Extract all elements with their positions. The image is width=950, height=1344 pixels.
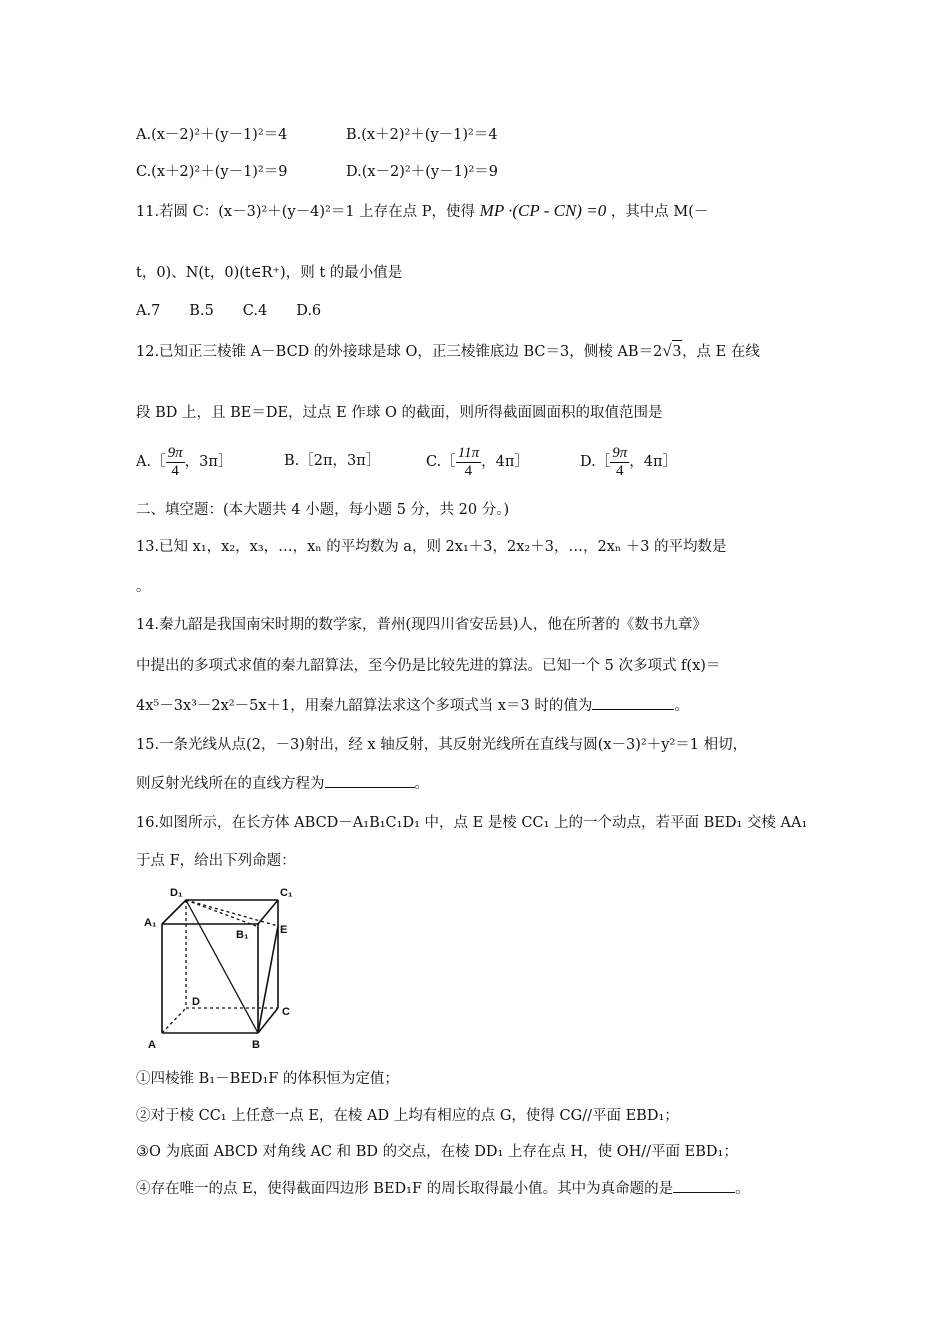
answer-blank[interactable] bbox=[325, 773, 415, 788]
section-heading: 二、填空题：(本大题共 4 小题，每小题 5 分，共 20 分。) bbox=[136, 502, 510, 518]
label-a: A bbox=[148, 1039, 156, 1051]
label-d1: D₁ bbox=[170, 887, 183, 899]
fraction-numerator: 9π bbox=[612, 444, 628, 461]
fraction bbox=[610, 445, 629, 480]
q12-option-b: B.［2π，3π］ bbox=[284, 453, 381, 469]
q12-line1 bbox=[136, 340, 760, 363]
q16-text-post: 。 bbox=[735, 1181, 750, 1197]
q11-text-post: ，其中点 M(－ bbox=[610, 204, 709, 220]
q12-text-post: ，点 E 在线 bbox=[682, 344, 760, 360]
q16-text-pre: ④存在唯一的点 E，使得截面四边形 BED₁F 的周长取得最小值。其中为真命题的是 bbox=[136, 1181, 674, 1197]
q12-line2: 段 BD 上，且 BE＝DE，过点 E 作球 O 的截面，则所得截面圆面积的取值范围是 bbox=[136, 405, 663, 421]
q11-line2: t，0)、N(t，0)(t∈R⁺)，则 t 的最小值是 bbox=[136, 265, 403, 281]
q10-option-d: D.(x－2)²＋(y－1)²＝9 bbox=[346, 164, 499, 180]
hidden-segment-d1-e bbox=[186, 900, 278, 926]
q16-line1: 16.如图所示，在长方体 ABCD－A₁B₁C₁D₁ 中，点 E 是棱 CC₁ 上的一个动点，若平面 BED₁ 交棱 AA₁ bbox=[136, 815, 808, 831]
hidden-segment-d1-b1 bbox=[186, 900, 256, 926]
q13-line2: 。 bbox=[136, 579, 151, 595]
hidden-edge-a-d bbox=[162, 1008, 186, 1033]
segment-d1-b bbox=[186, 900, 258, 1033]
fraction bbox=[456, 445, 481, 480]
edge-a1-d1 bbox=[162, 900, 186, 924]
answer-blank[interactable] bbox=[592, 695, 674, 710]
q12-option-a bbox=[136, 440, 232, 484]
q14-text-post: 。 bbox=[674, 698, 689, 714]
q14-line3 bbox=[136, 695, 689, 717]
q16-proposition-1: ①四棱锥 B₁－BED₁F 的体积恒为定值； bbox=[136, 1071, 399, 1087]
label-d: D bbox=[192, 996, 200, 1008]
q12-option-a-prefix: A.［ bbox=[136, 454, 166, 470]
q12-option-d bbox=[580, 440, 677, 484]
q11-options: A.7 B.5 C.4 D.6 bbox=[136, 303, 322, 319]
sqrt-radicand: 3 bbox=[672, 341, 682, 360]
q12-option-a-suffix: ，3π］ bbox=[184, 454, 233, 470]
q16-proposition-3: ③O 为底面 ABCD 对角线 AC 和 BD 的交点，在棱 DD₁ 上存在点 H，使 OH//平面 EBD₁； bbox=[136, 1144, 738, 1160]
label-b1: B₁ bbox=[236, 929, 249, 941]
label-a1: A₁ bbox=[144, 917, 157, 929]
q16-proposition-2: ②对于棱 CC₁ 上任意一点 E，在棱 AD 上均有相应的点 G，使得 CG//平面 EBD₁； bbox=[136, 1108, 679, 1124]
sqrt-symbol: √3 bbox=[662, 341, 682, 360]
q15-line1: 15.一条光线从点(2，－3)射出，经 x 轴反射，其反射光线所在直线与圆(x－3)²＋y²＝1 相切， bbox=[136, 737, 748, 753]
q12-option-d-suffix: ，4π］ bbox=[629, 454, 677, 470]
fraction-denominator: 4 bbox=[464, 462, 473, 479]
q16-line2: 于点 F，给出下列命题： bbox=[136, 853, 296, 869]
q15-text-post: 。 bbox=[414, 776, 429, 792]
q12-option-c-prefix: C.［ bbox=[426, 454, 456, 470]
label-e: E bbox=[280, 924, 288, 936]
q10-option-a: A.(x－2)²＋(y－1)²＝4 bbox=[136, 127, 288, 143]
q10-option-b: B.(x＋2)²＋(y－1)²＝4 bbox=[346, 127, 498, 143]
q15-line2 bbox=[136, 773, 429, 795]
label-c: C bbox=[282, 1006, 290, 1018]
fraction bbox=[166, 445, 185, 480]
label-b: B bbox=[252, 1039, 260, 1051]
q12-option-c bbox=[426, 440, 529, 484]
q12-option-d-prefix: D.［ bbox=[580, 454, 611, 470]
q14-text-pre: 4x⁵－3x³－2x²－5x＋1，用秦九韶算法求这个多项式当 x＝3 时的值为 bbox=[136, 698, 593, 714]
answer-blank[interactable] bbox=[673, 1178, 735, 1193]
fraction-numerator: 9π bbox=[167, 444, 183, 461]
q14-line2: 中提出的多项式求值的秦九韶算法，至今仍是比较先进的算法。已知一个 5 次多项式 f(x)＝ bbox=[136, 658, 721, 674]
fraction-denominator: 4 bbox=[615, 462, 624, 479]
q14-line1: 14.秦九韶是我国南宋时期的数学家，普州(现四川省安岳县)人，他在所著的《数书九章》 bbox=[136, 617, 707, 633]
q11-text-pre: 11.若圆 C：(x－3)²＋(y－4)²＝1 上存在点 P，使得 bbox=[136, 204, 476, 220]
q13-line1: 13.已知 x₁，x₂，x₃，…，xₙ 的平均数为 a，则 2x₁＋3，2x₂＋3，…，2xₙ ＋3 的平均数是 bbox=[136, 539, 727, 555]
q10-option-c: C.(x＋2)²＋(y－1)²＝9 bbox=[136, 164, 288, 180]
q15-text-pre: 则反射光线所在的直线方程为 bbox=[136, 776, 325, 792]
cuboid-figure bbox=[140, 878, 300, 1053]
q16-proposition-4 bbox=[136, 1178, 750, 1200]
q11-line1 bbox=[136, 200, 708, 223]
label-c1: C₁ bbox=[280, 887, 293, 899]
fraction-numerator: 11π bbox=[457, 444, 480, 461]
fraction-denominator: 4 bbox=[171, 462, 179, 479]
q11-formula: MP ·(CP - CN) =0 bbox=[479, 201, 607, 220]
edge-b-e bbox=[258, 926, 278, 1033]
q12-option-c-suffix: ，4π］ bbox=[481, 454, 529, 470]
q12-text-pre: 12.已知正三棱锥 A－BCD 的外接球是球 O，正三棱锥底边 BC＝3，侧棱 AB＝2 bbox=[136, 344, 663, 360]
edge-b1-c1 bbox=[258, 900, 278, 924]
